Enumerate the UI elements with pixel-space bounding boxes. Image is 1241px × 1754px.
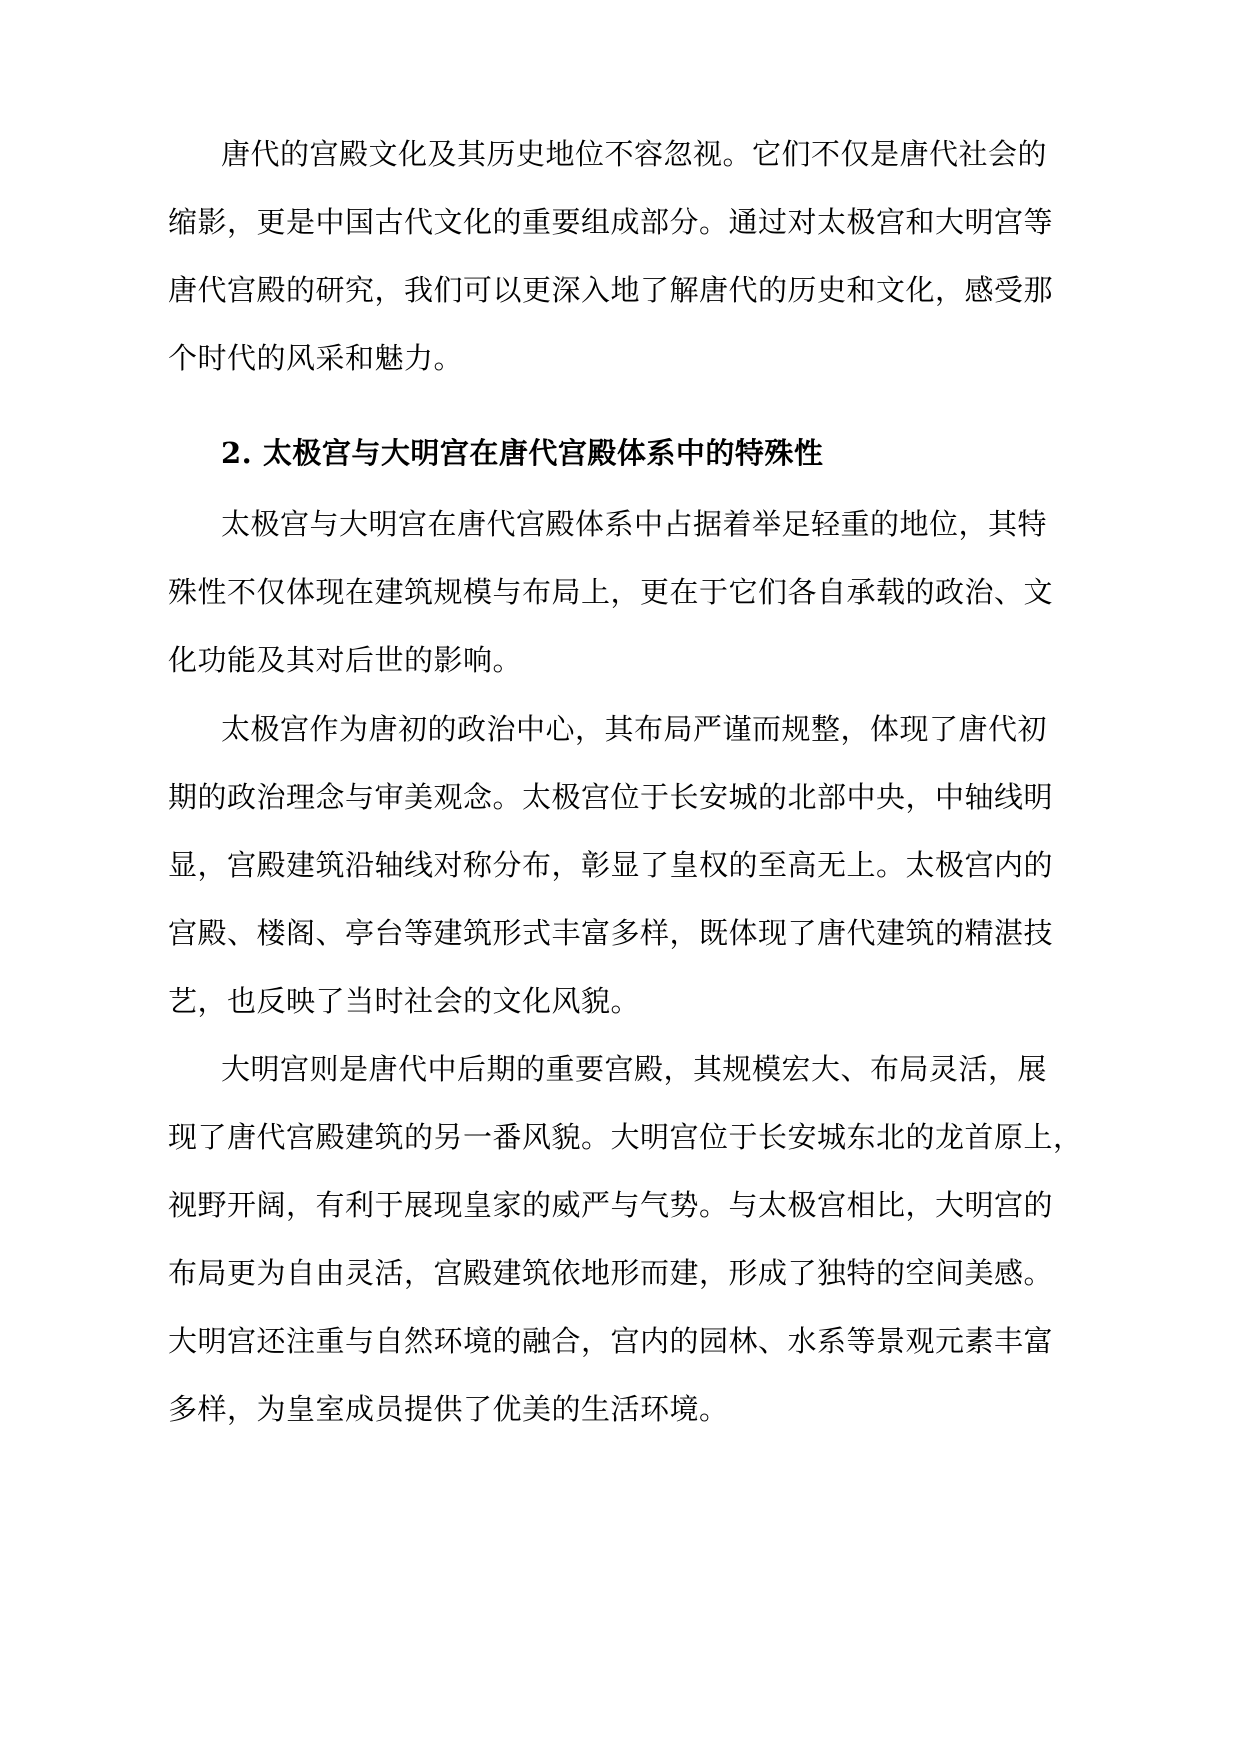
paragraph-line: 太极宫作为唐初的政治中心，其布局严谨而规整，体现了唐代初 [221,712,1048,746]
paragraph-line: 显，宫殿建筑沿轴线对称分布，彰显了皇权的至高无上。太极宫内的 [168,848,1054,882]
paragraph-line: 艺，也反映了当时社会的文化风貌。 [168,984,641,1018]
paragraph-line: 缩影，更是中国古代文化的重要组成部分。通过对太极宫和大明宫等 [168,205,1054,239]
paragraph-line: 大明宫则是唐代中后期的重要宫殿，其规模宏大、布局灵活，展 [221,1052,1048,1086]
paragraph-line: 现了唐代宫殿建筑的另一番风貌。大明宫位于长安城东北的龙首原上， [168,1120,1083,1154]
paragraph-line: 多样，为皇室成员提供了优美的生活环境。 [168,1392,729,1426]
paragraph-line: 唐代的宫殿文化及其历史地位不容忽视。它们不仅是唐代社会的 [221,137,1048,171]
paragraph-line: 布局更为自由灵活，宫殿建筑依地形而建，形成了独特的空间美感。 [168,1256,1054,1290]
paragraph-line: 期的政治理念与审美观念。太极宫位于长安城的北部中央，中轴线明 [168,780,1054,814]
paragraph-line: 唐代宫殿的研究，我们可以更深入地了解唐代的历史和文化，感受那 [168,273,1054,307]
paragraph-line: 殊性不仅体现在建筑规模与布局上，更在于它们各自承载的政治、文 [168,575,1054,609]
paragraph-line: 化功能及其对后世的影响。 [168,643,523,677]
paragraph-line: 大明宫还注重与自然环境的融合，宫内的园林、水系等景观元素丰富 [168,1324,1054,1358]
paragraph-line: 太极宫与大明宫在唐代宫殿体系中占据着举足轻重的地位，其特 [221,507,1048,541]
paragraph-line: 宫殿、楼阁、亭台等建筑形式丰富多样，既体现了唐代建筑的精湛技 [168,916,1054,950]
section-heading: 2. 太极宫与大明宫在唐代宫殿体系中的特殊性 [221,436,824,470]
paragraph-line: 个时代的风采和魅力。 [168,341,464,375]
paragraph-line: 视野开阔，有利于展现皇家的威严与气势。与太极宫相比，大明宫的 [168,1188,1054,1222]
